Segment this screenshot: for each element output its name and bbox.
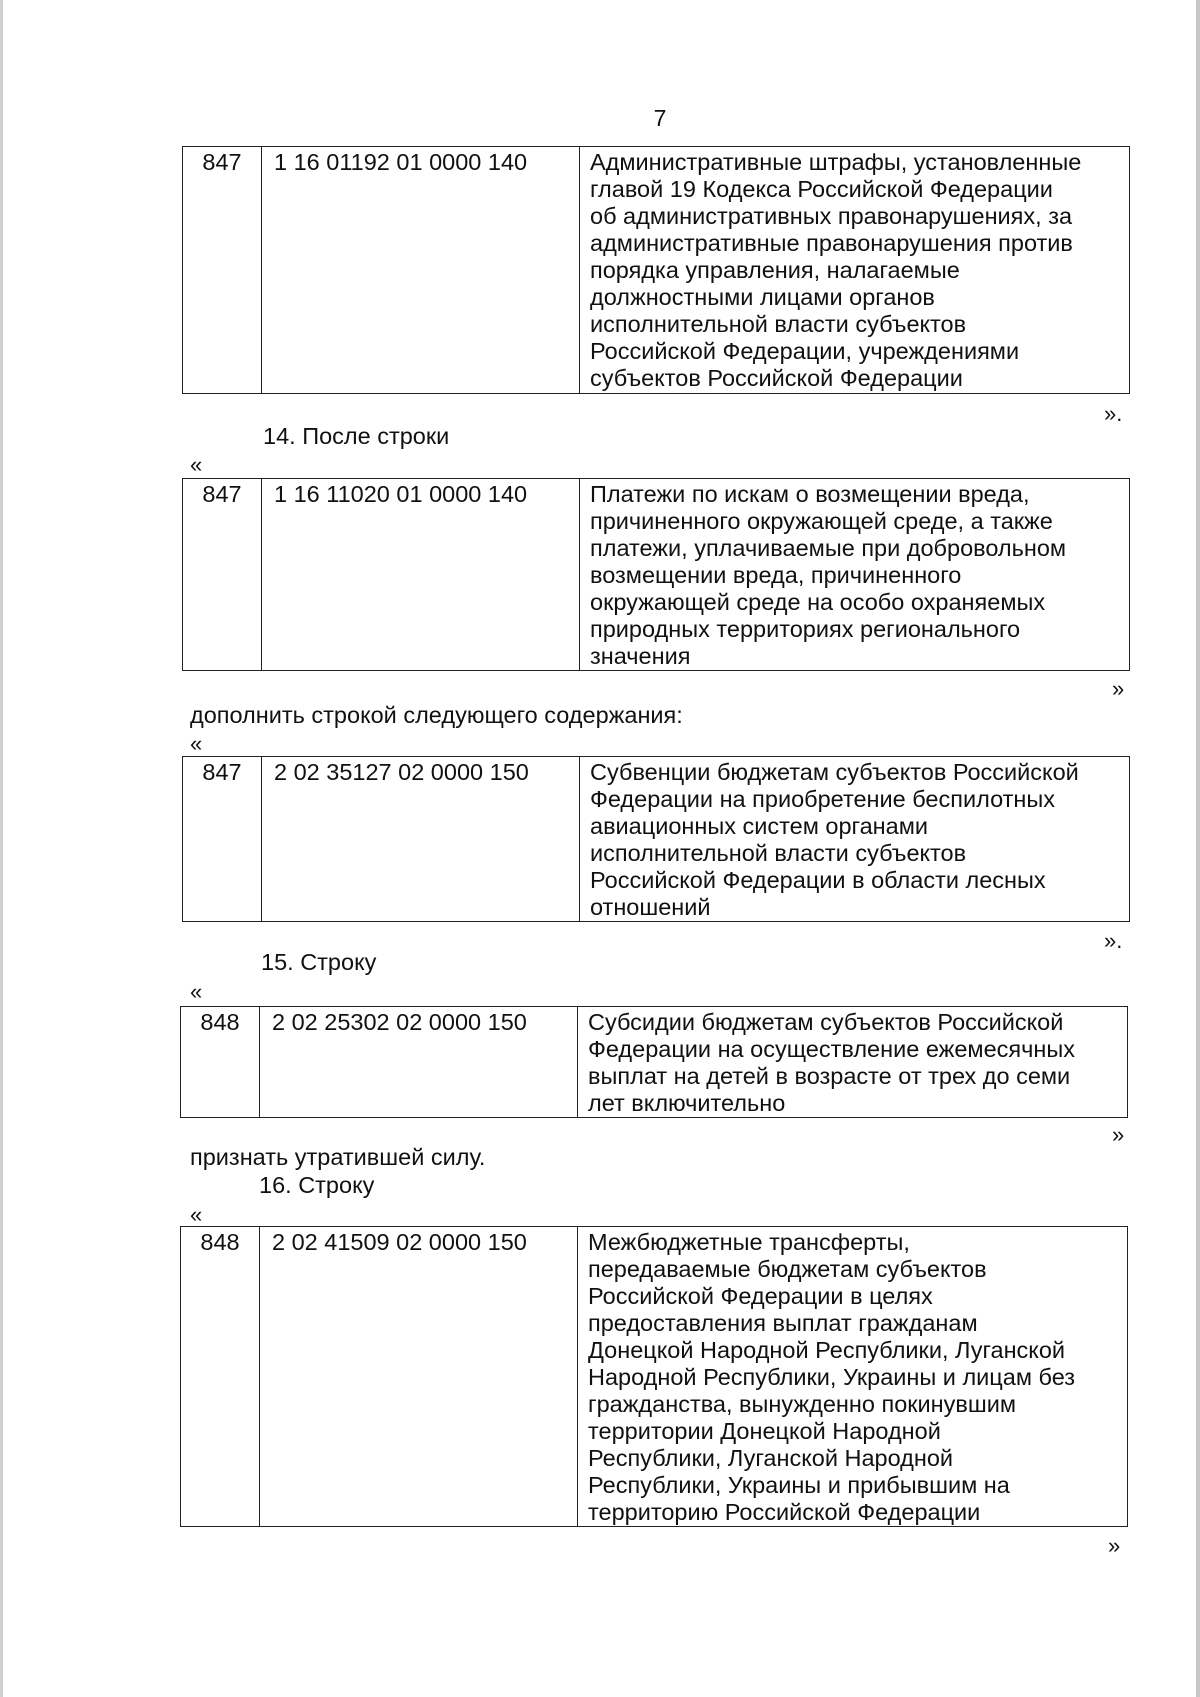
item-15-heading: 15. Строку [261, 949, 377, 975]
table-row [183, 479, 1130, 671]
budget-code-cell: 2 02 35127 02 0000 150 [262, 757, 580, 922]
repeal-text: признать утратившей силу. [190, 1144, 486, 1170]
code-table-3 [182, 756, 1130, 922]
table-row [183, 147, 1130, 394]
opening-quote: « [190, 1202, 203, 1227]
budget-code-cell: 2 02 25302 02 0000 150 [260, 1007, 578, 1118]
table-row [181, 1227, 1128, 1527]
code-prefix-cell: 848 [181, 1227, 260, 1527]
closing-quote: » [1112, 676, 1125, 701]
closing-quote: ». [1104, 401, 1123, 426]
description-cell: Межбюджетные трансферты, передаваемые бюджетам субъектов Российской Федерации в целях предоставления выплат гражданам Донецкой Народной Республики, Луганской Народной Республики, Украины и лицам без гражданства, вынужденно покинувшим территории Донецкой Народной Республики, Луганской Народной Республики, Украины и прибывшим на территорию Российской Федерации [578, 1227, 1128, 1527]
supplement-text: дополнить строкой следующего содержания: [190, 702, 683, 728]
description-cell: Административные штрафы, установленные главой 19 Кодекса Российской Федерации об административных правонарушениях, за административные правонарушения против порядка управления, налагаемые должностными лицами органов исполнительной власти субъектов Российской Федерации, учреждениями субъектов Российской Федерации [580, 147, 1130, 394]
table-row [183, 757, 1130, 922]
opening-quote: « [190, 452, 203, 477]
page-edge-right [1196, 0, 1200, 1697]
closing-quote: » [1108, 1533, 1121, 1558]
description-cell: Субвенции бюджетам субъектов Российской Федерации на приобретение беспилотных авиационных систем органами исполнительной власти субъектов Российской Федерации в области лесных отношений [580, 757, 1130, 922]
page-edge-left [0, 0, 3, 1697]
item-16-heading: 16. Строку [259, 1172, 375, 1198]
code-prefix-cell: 847 [183, 147, 262, 394]
code-table-1 [182, 146, 1130, 394]
budget-code-cell: 2 02 41509 02 0000 150 [260, 1227, 578, 1527]
code-table-4 [180, 1006, 1128, 1118]
budget-code-cell: 1 16 11020 01 0000 140 [262, 479, 580, 671]
table-row [181, 1007, 1128, 1118]
code-prefix-cell: 848 [181, 1007, 260, 1118]
budget-code-cell: 1 16 01192 01 0000 140 [262, 147, 580, 394]
code-prefix-cell: 847 [183, 757, 262, 922]
opening-quote: « [190, 731, 203, 756]
code-prefix-cell: 847 [183, 479, 262, 671]
code-table-5 [180, 1226, 1128, 1527]
description-cell: Субсидии бюджетам субъектов Российской Федерации на осуществление ежемесячных выплат на детей в возрасте от трех до семи лет включительно [578, 1007, 1128, 1118]
page-number: 7 [653, 105, 667, 131]
opening-quote: « [190, 979, 203, 1004]
closing-quote: » [1112, 1122, 1125, 1147]
code-table-2 [182, 478, 1130, 671]
closing-quote: ». [1104, 928, 1123, 953]
description-cell: Платежи по искам о возмещении вреда, причиненного окружающей среде, а также платежи, уплачиваемые при добровольном возмещении вреда, причиненного окружающей среде на особо охраняемых природных территориях регионального значения [580, 479, 1130, 671]
item-14-heading: 14. После строки [263, 423, 450, 449]
